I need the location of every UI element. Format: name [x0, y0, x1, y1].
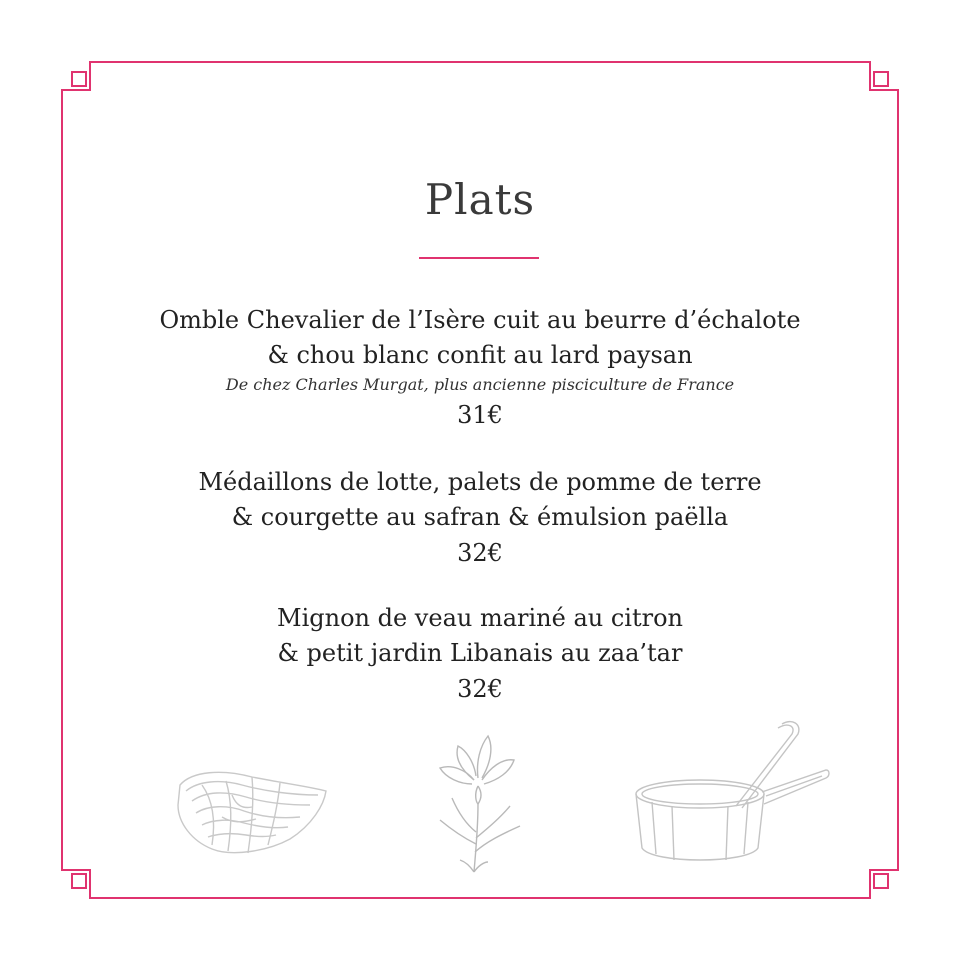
- saucepan-icon: [632, 718, 832, 868]
- dish-price: 31€: [457, 401, 503, 429]
- dish-note: De chez Charles Murgat, plus ancienne pisciculture de France: [225, 375, 735, 394]
- dish-name-line: Médaillons de lotte, palets de pomme de terre: [198, 468, 762, 496]
- menu-title: Plats: [424, 175, 536, 224]
- dish-name-line: & chou blanc confit au lard paysan: [267, 341, 693, 369]
- dish-item: [0, 465, 960, 571]
- dish-item: [0, 601, 960, 707]
- title-divider: [419, 257, 539, 259]
- dish-name-line: & courgette au safran & émulsion paëlla: [231, 503, 729, 531]
- cabbage-icon: [172, 765, 332, 865]
- dish-name-line: Mignon de veau mariné au citron: [277, 604, 683, 632]
- flower-icon: [428, 732, 528, 877]
- dish-price: 32€: [457, 675, 503, 703]
- dish-price: 32€: [457, 539, 503, 567]
- dish-name-line: & petit jardin Libanais au zaa’tar: [277, 639, 683, 667]
- dish-name-line: Omble Chevalier de l’Isère cuit au beurre d’échalote: [159, 306, 801, 334]
- dish-item: [0, 303, 960, 433]
